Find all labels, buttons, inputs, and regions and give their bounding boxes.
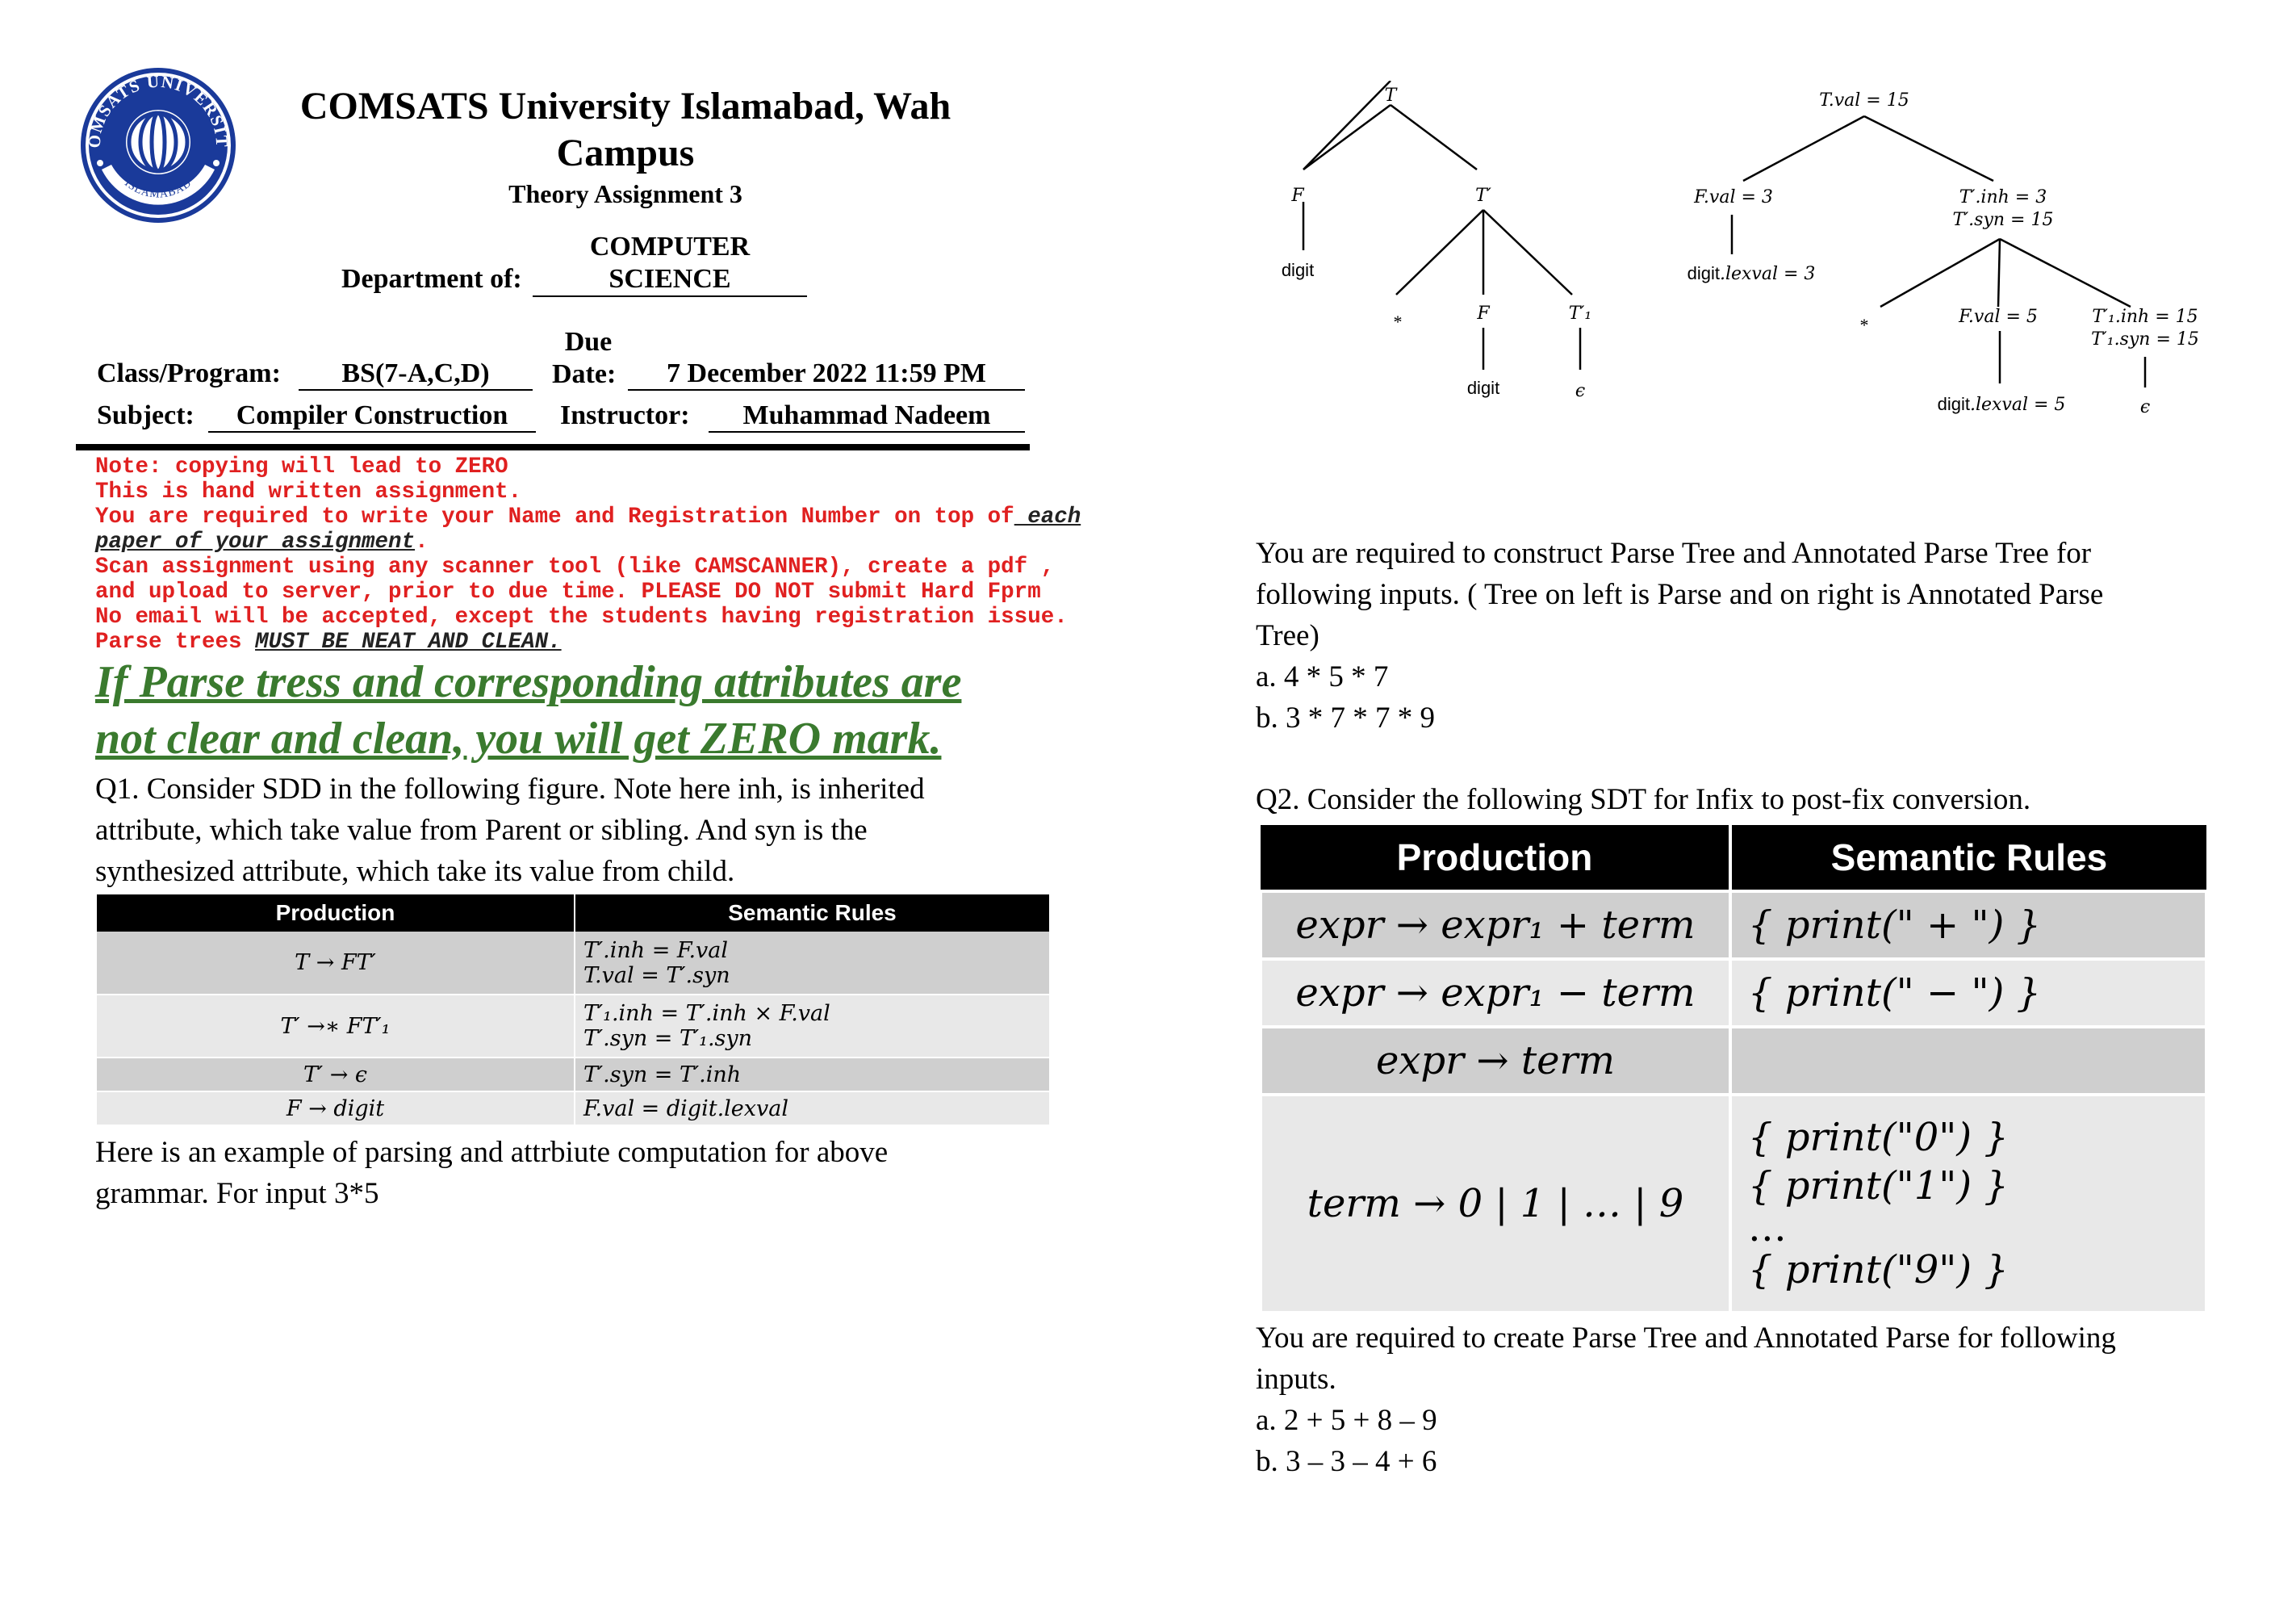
- annot-node-f2: F.val = 5: [1959, 307, 2038, 327]
- assignment-subtitle: Theory Assignment 3: [508, 179, 742, 208]
- tree-node-digit: digit: [1466, 378, 1500, 398]
- annot-node-tprime-syn: T′.syn = 15: [1952, 210, 2054, 230]
- svg-text:COMSATS UNIVERSITY: OMSATS UNIVERSIT: [84, 71, 232, 149]
- note-line: You are required to write your Name and Registration Number on top of each: [95, 505, 1081, 530]
- tree-node-t: T: [1384, 86, 1397, 106]
- department-value: COMPUTER SCIENCE: [533, 231, 807, 297]
- note-line: Scan assignment using any scanner tool (like CAMSCANNER), create a pdf ,: [95, 555, 1055, 580]
- q2-task-text: You are required to create Parse Tree and Annotated Parse for following inputs. a. 2 + 5 + 8 – 9 b. 3 – 3 – 4 + 6: [1256, 1317, 2224, 1482]
- class-value: BS(7-A,C,D): [299, 358, 533, 391]
- tree-node-star: *: [1393, 312, 1403, 332]
- parse-tree-edges: [1259, 81, 1630, 420]
- q2-input-a: a. 2 + 5 + 8 – 9: [1256, 1404, 1437, 1437]
- production-cell: expr → expr₁ + term: [1261, 891, 1730, 959]
- rules-cell: T′₁.inh = T′.inh × F.val T′.syn = T′₁.syn: [575, 995, 1049, 1058]
- q2-sdt-table: [1259, 825, 2208, 1314]
- instructor-value: Muhammad Nadeem: [709, 400, 1025, 433]
- rules-cell: [1730, 1027, 2206, 1095]
- rules-cell: T′.syn = T′.inh: [575, 1058, 1049, 1091]
- production-cell: F → digit: [97, 1091, 575, 1125]
- note-line: Parse trees MUST BE NEAT AND CLEAN.: [95, 630, 562, 655]
- tree-node-t1prime: T′₁: [1568, 304, 1592, 324]
- note-line: No email will be accepted, except the students having registration issue.: [95, 605, 1068, 630]
- q1-task-text: You are required to construct Parse Tree and Annotated Parse Tree for following inputs. ( Tree on left is Parse and on right is Annotated Parse Tree) a. 4 * 5 * 7 b. 3 * 7 * 7 * 9: [1256, 533, 2224, 739]
- tree-node-digit: digit: [1281, 260, 1315, 280]
- q1-sdd-table: [97, 894, 1049, 1126]
- parse-tree: [1259, 81, 1630, 420]
- table-row: [1261, 1027, 2206, 1095]
- table-row: [97, 932, 1049, 995]
- production-cell: term → 0 | 1 | … | 9: [1261, 1095, 1730, 1313]
- production-cell: T′ → ϵ: [97, 1058, 575, 1091]
- annot-node-t1-inh: T′₁.inh = 15: [2092, 307, 2198, 327]
- annot-node-star: *: [1859, 315, 1869, 335]
- table-row: [97, 1058, 1049, 1091]
- due-date-value: 7 December 2022 11:59 PM: [628, 358, 1025, 391]
- q2-header-production: Production: [1261, 825, 1730, 891]
- notes-block: [95, 454, 1081, 655]
- annot-node-digit2: digit.lexval = 5: [1937, 394, 2066, 415]
- note-line: paper of your assignment.: [95, 530, 429, 555]
- annot-node-epsilon: ϵ: [2139, 397, 2151, 417]
- subject-label: Subject:: [97, 400, 194, 430]
- table-row: [1261, 891, 2206, 959]
- table-row: [1261, 959, 2206, 1027]
- table-row: [97, 995, 1049, 1058]
- table-row: [1261, 1095, 2206, 1313]
- university-title: COMSATS University Islamabad, Wah: [299, 85, 951, 128]
- annotated-parse-tree: [1646, 81, 2211, 436]
- note-line: and upload to server, prior to due time. PLEASE DO NOT submit Hard Fprm: [95, 580, 1041, 605]
- rules-cell: { print(" − ") }: [1730, 959, 2206, 1027]
- annot-node-digit: digit.lexval = 3: [1687, 263, 1816, 284]
- q2-intro: Q2. Consider the following SDT for Infix to post-fix conversion.: [1256, 783, 2031, 816]
- tree-node-f: F: [1291, 186, 1304, 206]
- annotated-tree-edges: [1646, 81, 2211, 436]
- svg-text:ISLAMABAD: ISLAMABAD: [122, 177, 194, 201]
- q2-header-semantic-rules: Semantic Rules: [1730, 825, 2206, 891]
- annot-node-root: T.val = 15: [1819, 90, 1909, 111]
- annot-node-tprime-inh: T′.inh = 3: [1959, 187, 2047, 207]
- production-cell: T → FT′: [97, 932, 575, 995]
- note-line: This is hand written assignment.: [95, 480, 522, 505]
- department-label: Department of:: [341, 264, 522, 294]
- q1-example-text: Here is an example of parsing and attrbiute computation for above grammar. For input 3*5: [95, 1136, 889, 1210]
- production-cell: expr → term: [1261, 1027, 1730, 1095]
- tree-node-epsilon: ϵ: [1575, 381, 1586, 401]
- table-row: [97, 1091, 1049, 1125]
- note-line: Note: copying will lead to ZERO: [95, 454, 508, 480]
- rules-cell: { print(" + ") }: [1730, 891, 2206, 959]
- tree-node-tprime: T′: [1475, 186, 1491, 206]
- production-cell: expr → expr₁ − term: [1261, 959, 1730, 1027]
- tree-node-f2: F: [1477, 304, 1490, 324]
- q1-header-semantic-rules: Semantic Rules: [575, 894, 1049, 932]
- instructor-label: Instructor:: [560, 400, 690, 430]
- logo-seal-icon: [77, 65, 239, 226]
- subject-value: Compiler Construction: [208, 400, 536, 433]
- q2-input-b: b. 3 – 3 – 4 + 6: [1256, 1445, 1437, 1478]
- rules-cell: T′.inh = F.val T.val = T′.syn: [575, 932, 1049, 995]
- q1-input-b: b. 3 * 7 * 7 * 9: [1256, 702, 1435, 735]
- university-logo: [77, 65, 239, 226]
- due-date-label: Due Date:: [552, 327, 617, 389]
- header-divider: [76, 444, 1030, 450]
- university-title-campus: Campus: [556, 132, 695, 174]
- rules-cell: F.val = digit.lexval: [575, 1091, 1049, 1125]
- zero-mark-warning: If Parse tress and corresponding attributes are not clear and clean, you will get ZERO mark.: [95, 657, 962, 764]
- annot-node-f: F.val = 3: [1694, 187, 1773, 207]
- class-label: Class/Program:: [97, 358, 281, 388]
- q1-intro: Q1. Consider SDD in the following figure. Note here inh, is inherited attribute, which take value from Parent or sibling. And syn is the synthesized attribute, which take its value from child.: [95, 773, 925, 888]
- rules-cell: { print("0") } { print("1") } … { print("9") }: [1730, 1095, 2206, 1313]
- q1-input-a: a. 4 * 5 * 7: [1256, 660, 1389, 693]
- q1-header-production: Production: [97, 894, 575, 932]
- production-cell: T′ →∗ FT′₁: [97, 995, 575, 1058]
- annot-node-t1-syn: T′₁.syn = 15: [2091, 329, 2199, 350]
